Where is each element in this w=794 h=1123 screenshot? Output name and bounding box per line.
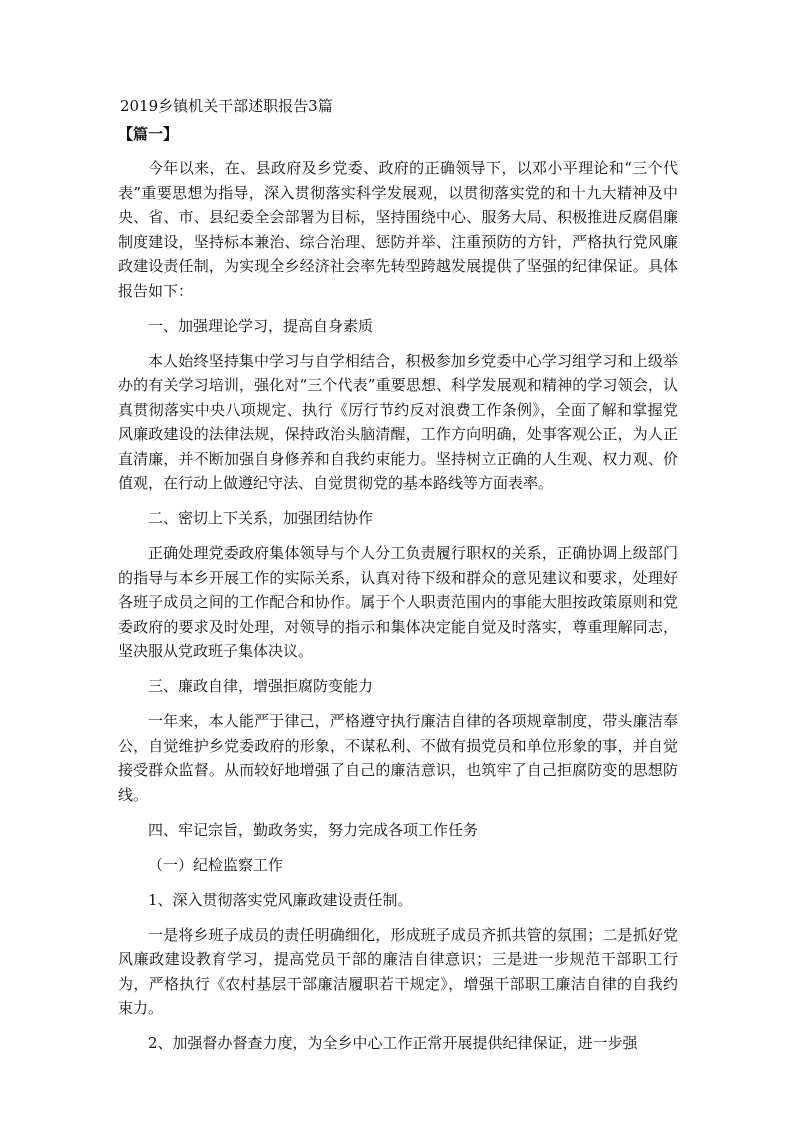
section-heading: 2、加强督办督查力度，为全乡中心工作正常开展提供纪律保证，进一步强 bbox=[148, 1034, 638, 1052]
body-paragraph: 一是将乡班子成员的责任明确细化，形成班子成员齐抓共管的氛围；二是抓好党风廉政建设教育学习，提高党员干部的廉洁自律意识；三是进一步规范干部职工行为，严格执行《农村基层干部廉洁履职若干规定》，增强干部职工廉洁自律的自我约束力。 bbox=[118, 925, 678, 1017]
document-page bbox=[118, 96, 678, 1066]
section-heading: 四、牢记宗旨，勤政务实，努力完成各项工作任务 bbox=[148, 820, 479, 839]
body-paragraph: 今年以来，在、县政府及乡党委、政府的正确领导下，以邓小平理论和“三个代表”重要思想为指导，深入贯彻落实科学发展观，以贯彻落实党的和十九大精神及中央、省、市、县纪委全会部署为目标，坚持围绕中心、服务大局、积极推进反腐倡廉制度建设，坚持标本兼治、综合治理、惩防并举、注重预防的方针，严格执行党风廉政建设责任制，为实现全乡经济社会率先转型跨越发展提供了坚强的纪律保证。具体报告如下： bbox=[118, 159, 678, 300]
body-paragraph: 一年来，本人能严于律己，严格遵守执行廉洁自律的各项规章制度，带头廉洁奉公，自觉维护乡党委政府的形象，不谋私利、不做有损党员和单位形象的事，并自觉接受群众监督。从而较好地增强了自己的廉洁意识，也筑牢了自己拒腐防变的思想防线。 bbox=[118, 712, 678, 804]
section-label: 【篇一】 bbox=[118, 125, 179, 143]
document-body bbox=[118, 156, 678, 1055]
section-heading: （一）纪检监察工作 bbox=[148, 855, 284, 874]
section-heading: 二、密切上下关系，加强团结协作 bbox=[148, 509, 374, 527]
section-heading: 一、加强理论学习，提高自身素质 bbox=[148, 316, 374, 335]
document-title: 2019乡镇机关干部述职报告3篇 bbox=[120, 97, 333, 115]
section-heading: 三、廉政自律，增强拒腐防变能力 bbox=[148, 677, 374, 695]
body-paragraph: 本人始终坚持集中学习与自学相结合，积极参加乡党委中心学习组学习和上级举办的有关学习培训，强化对“三个代表”重要思想、科学发展观和精神的学习领会，认真贯彻落实中央八项规定、执行《厉行节约反对浪费工作条例》，全面了解和掌握党风廉政建设的法律法规，保持政治头脑清醒，工作方向明确，处事客观公正，为人正直清廉，并不断加强自身修养和自我约束能力。坚持树立正确的人生观、权力观、价值观，在行动上做遵纪守法、自觉贯彻党的基本路线等方面表率。 bbox=[118, 351, 678, 492]
section-heading: 1、深入贯彻落实党风廉政建设责任制。 bbox=[148, 890, 413, 909]
body-paragraph: 正确处理党委政府集体领导与个人分工负责履行职权的关系，正确协调上级部门的指导与本乡开展工作的实际关系，认真对待下级和群众的意见建议和要求，处理好各班子成员之间的工作配合和协作。属于个人职责范围内的事能大胆按政策原则和党委政府的要求及时处理，对领导的指示和集体决定能自觉及时落实，尊重理解同志，坚决服从党政班子集体决议。 bbox=[118, 544, 678, 660]
